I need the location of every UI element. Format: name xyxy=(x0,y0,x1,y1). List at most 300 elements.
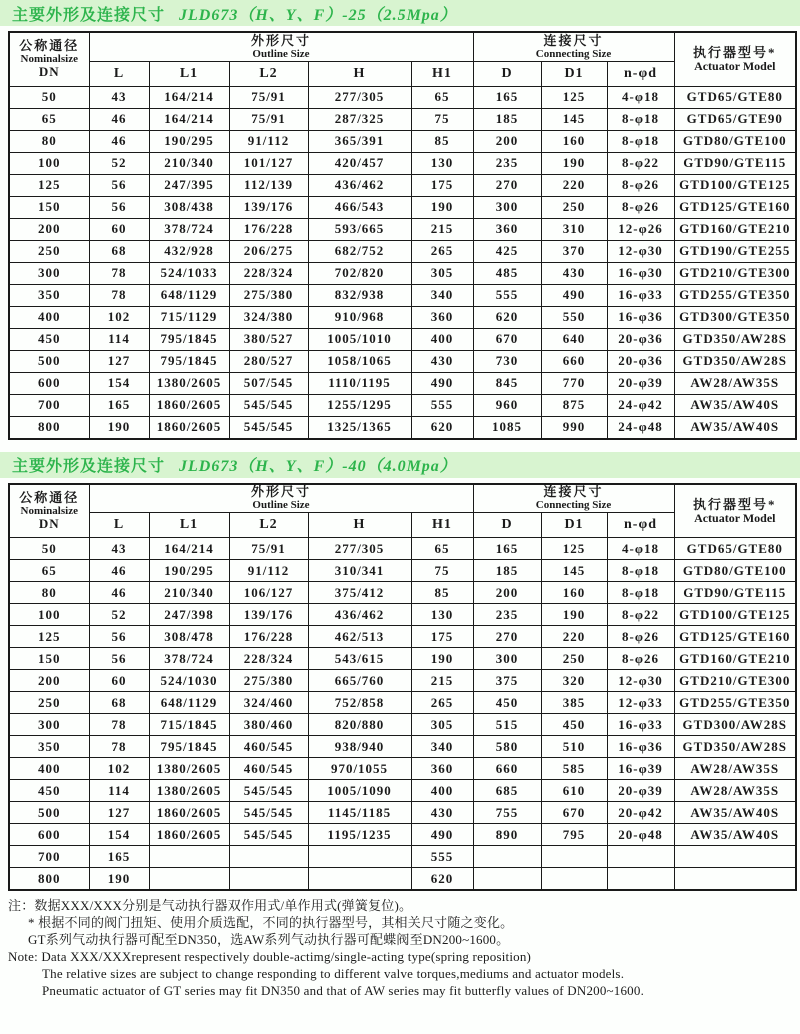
note-en-line1: Note: Data XXX/XXXrepresent respectively double-actimg/single-acting type(spring reposition) xyxy=(8,949,532,964)
cell: 4-φ18 xyxy=(607,538,674,560)
header-col-D: D xyxy=(473,513,541,538)
cell: 593/665 xyxy=(308,218,411,240)
cell: 228/324 xyxy=(229,648,308,670)
cell: 660 xyxy=(541,350,607,372)
cell: 247/398 xyxy=(149,604,229,626)
cell: 378/724 xyxy=(149,218,229,240)
header-nominal-size xyxy=(9,32,89,86)
cell: 78 xyxy=(89,284,149,306)
cell: 8-φ18 xyxy=(607,560,674,582)
cell: 75/91 xyxy=(229,86,308,108)
cell: 60 xyxy=(89,670,149,692)
cell: 46 xyxy=(89,108,149,130)
cell: 164/214 xyxy=(149,108,229,130)
cell: 20-φ39 xyxy=(607,780,674,802)
header-col-H1: H1 xyxy=(411,61,473,86)
cell: 102 xyxy=(89,758,149,780)
cell: 436/462 xyxy=(308,604,411,626)
cell: 432/928 xyxy=(149,240,229,262)
header-outline-en: Outline Size xyxy=(252,499,310,512)
header-connecting-zh: 连接尺寸 xyxy=(543,484,604,500)
cell: 56 xyxy=(89,196,149,218)
cell: 515 xyxy=(473,714,541,736)
cell: 648/1129 xyxy=(149,284,229,306)
cell: 56 xyxy=(89,648,149,670)
cell: 164/214 xyxy=(149,538,229,560)
cell: 190 xyxy=(89,868,149,891)
header-connecting-en: Connecting Size xyxy=(535,47,612,60)
cell: GTD255/GTE350 xyxy=(674,284,796,306)
cell: GTD160/GTE210 xyxy=(674,648,796,670)
table-row xyxy=(9,108,796,130)
cell: 378/724 xyxy=(149,648,229,670)
table-row xyxy=(9,692,796,714)
header-col-L1: L1 xyxy=(149,513,229,538)
table-row xyxy=(9,284,796,306)
cell: 1325/1365 xyxy=(308,416,411,439)
table-row xyxy=(9,86,796,108)
table-row xyxy=(9,262,796,284)
cell: 16-φ33 xyxy=(607,284,674,306)
header-actuator-model xyxy=(674,484,796,538)
cell: 380/527 xyxy=(229,328,308,350)
cell: 8-φ26 xyxy=(607,174,674,196)
cell: 277/305 xyxy=(308,538,411,560)
cell: AW35/AW40S xyxy=(674,394,796,416)
cell: GTD210/GTE300 xyxy=(674,670,796,692)
cell: 139/176 xyxy=(229,604,308,626)
table-row xyxy=(9,780,796,802)
cell: 200 xyxy=(473,130,541,152)
cell: 450 xyxy=(9,780,89,802)
cell: 190 xyxy=(541,604,607,626)
cell: 670 xyxy=(541,802,607,824)
cell: 176/228 xyxy=(229,626,308,648)
cell: 510 xyxy=(541,736,607,758)
cell: 8-φ18 xyxy=(607,582,674,604)
cell: 320 xyxy=(541,670,607,692)
cell: 770 xyxy=(541,372,607,394)
cell: 730 xyxy=(473,350,541,372)
cell: 250 xyxy=(541,196,607,218)
note-zh-line2: * 根据不同的阀门扭矩、使用介质选配，不同的执行器型号，其相关尺寸随之变化。 xyxy=(28,915,514,930)
cell: 715/1845 xyxy=(149,714,229,736)
cell: 50 xyxy=(9,86,89,108)
cell: 46 xyxy=(89,560,149,582)
cell: 270 xyxy=(473,174,541,196)
cell xyxy=(607,868,674,891)
cell: 648/1129 xyxy=(149,692,229,714)
cell: 60 xyxy=(89,218,149,240)
cell: 545/545 xyxy=(229,394,308,416)
cell: 620 xyxy=(411,416,473,439)
cell: 280/527 xyxy=(229,350,308,372)
cell: 165 xyxy=(89,846,149,868)
header-nominal-en: Nominalsize xyxy=(20,504,78,517)
cell: 106/127 xyxy=(229,582,308,604)
cell: 65 xyxy=(9,108,89,130)
cell: 385 xyxy=(541,692,607,714)
table-row xyxy=(9,218,796,240)
table-row xyxy=(9,328,796,350)
table-row xyxy=(9,670,796,692)
cell: 490 xyxy=(411,372,473,394)
cell: 795/1845 xyxy=(149,350,229,372)
cell: 16-φ39 xyxy=(607,758,674,780)
cell: GTD125/GTE160 xyxy=(674,196,796,218)
cell: 545/545 xyxy=(229,780,308,802)
cell: 8-φ26 xyxy=(607,626,674,648)
dimension-table-4_0mpa xyxy=(8,483,797,892)
cell: 154 xyxy=(89,824,149,846)
cell: GTD100/GTE125 xyxy=(674,174,796,196)
cell: 370 xyxy=(541,240,607,262)
cell: 308/478 xyxy=(149,626,229,648)
cell: 190 xyxy=(89,416,149,439)
cell: 545/545 xyxy=(229,802,308,824)
cell: 247/395 xyxy=(149,174,229,196)
header-nominal-size xyxy=(9,484,89,538)
cell: 176/228 xyxy=(229,218,308,240)
header-nominal-dn: DN xyxy=(38,515,60,531)
header-connecting-zh: 连接尺寸 xyxy=(543,32,604,48)
cell: GTD90/GTE115 xyxy=(674,152,796,174)
cell: 130 xyxy=(411,152,473,174)
cell: 450 xyxy=(541,714,607,736)
cell: 8-φ18 xyxy=(607,130,674,152)
table-row xyxy=(9,306,796,328)
cell: 485 xyxy=(473,262,541,284)
cell: 200 xyxy=(9,670,89,692)
cell: 543/615 xyxy=(308,648,411,670)
cell: 275/380 xyxy=(229,284,308,306)
cell: 1860/2605 xyxy=(149,416,229,439)
cell: 175 xyxy=(411,174,473,196)
cell: 250 xyxy=(9,692,89,714)
cell: 20-φ39 xyxy=(607,372,674,394)
note-zh-line1: 注：数据XXX/XXX分别是气动执行器双作用式/单作用式(弹簧复位)。 xyxy=(8,898,413,913)
cell: 68 xyxy=(89,692,149,714)
cell: 160 xyxy=(541,130,607,152)
cell: GTD350/AW28S xyxy=(674,736,796,758)
cell: 1145/1185 xyxy=(308,802,411,824)
table-row xyxy=(9,802,796,824)
cell: 400 xyxy=(9,758,89,780)
cell xyxy=(473,846,541,868)
cell: GTD80/GTE100 xyxy=(674,130,796,152)
cell: 795/1845 xyxy=(149,736,229,758)
cell xyxy=(149,868,229,891)
cell: 990 xyxy=(541,416,607,439)
cell: 300 xyxy=(9,262,89,284)
cell: 78 xyxy=(89,262,149,284)
cell: 56 xyxy=(89,626,149,648)
cell: 702/820 xyxy=(308,262,411,284)
cell: 24-φ42 xyxy=(607,394,674,416)
cell: 960 xyxy=(473,394,541,416)
cell: 425 xyxy=(473,240,541,262)
header-outline-size xyxy=(89,32,473,61)
cell: 165 xyxy=(473,86,541,108)
cell: 16-φ30 xyxy=(607,262,674,284)
header-actuator-zh: 执行器型号* xyxy=(693,45,777,61)
cell: 360 xyxy=(473,218,541,240)
header-actuator-en: Actuator Model xyxy=(694,510,776,525)
cell: 145 xyxy=(541,108,607,130)
cell: 460/545 xyxy=(229,758,308,780)
table-row xyxy=(9,394,796,416)
cell: 640 xyxy=(541,328,607,350)
cell: 466/543 xyxy=(308,196,411,218)
cell: 620 xyxy=(473,306,541,328)
cell: AW28/AW35S xyxy=(674,758,796,780)
cell: 500 xyxy=(9,350,89,372)
cell: 275/380 xyxy=(229,670,308,692)
cell: 682/752 xyxy=(308,240,411,262)
cell: 545/545 xyxy=(229,416,308,439)
cell: AW35/AW40S xyxy=(674,416,796,439)
table-row xyxy=(9,174,796,196)
cell: 125 xyxy=(9,174,89,196)
cell: 165 xyxy=(89,394,149,416)
cell: 100 xyxy=(9,152,89,174)
cell: 206/275 xyxy=(229,240,308,262)
cell: 1110/1195 xyxy=(308,372,411,394)
cell: 700 xyxy=(9,394,89,416)
cell: 20-φ42 xyxy=(607,802,674,824)
cell: 91/112 xyxy=(229,130,308,152)
table-row xyxy=(9,152,796,174)
cell: 1085 xyxy=(473,416,541,439)
header-nominal-zh: 公称通径 xyxy=(19,38,80,54)
cell: 350 xyxy=(9,736,89,758)
cell: 20-φ36 xyxy=(607,328,674,350)
cell xyxy=(229,846,308,868)
cell: AW28/AW35S xyxy=(674,780,796,802)
cell xyxy=(308,868,411,891)
header-col-L1: L1 xyxy=(149,61,229,86)
cell: 340 xyxy=(411,736,473,758)
header-col-D: D xyxy=(473,61,541,86)
cell: 75/91 xyxy=(229,108,308,130)
header-col-D1: D1 xyxy=(541,61,607,86)
cell xyxy=(149,846,229,868)
cell: 139/176 xyxy=(229,196,308,218)
cell xyxy=(674,846,796,868)
header-nominal-zh: 公称通径 xyxy=(19,489,80,505)
cell: 4-φ18 xyxy=(607,86,674,108)
cell: AW35/AW40S xyxy=(674,824,796,846)
cell: 910/968 xyxy=(308,306,411,328)
cell: 165 xyxy=(473,538,541,560)
header-col-n-phi-d: n-φd xyxy=(607,513,674,538)
cell: 12-φ30 xyxy=(607,240,674,262)
cell: GTD100/GTE125 xyxy=(674,604,796,626)
header-col-n-phi-d: n-φd xyxy=(607,61,674,86)
cell: 800 xyxy=(9,868,89,891)
cell: 430 xyxy=(541,262,607,284)
cell: 114 xyxy=(89,780,149,802)
cell: 524/1030 xyxy=(149,670,229,692)
header-actuator-model xyxy=(674,32,796,86)
table-row xyxy=(9,560,796,582)
cell: 250 xyxy=(541,648,607,670)
cell: 1380/2605 xyxy=(149,780,229,802)
cell: 85 xyxy=(411,130,473,152)
cell: GTD160/GTE210 xyxy=(674,218,796,240)
cell: 75/91 xyxy=(229,538,308,560)
cell: 190 xyxy=(541,152,607,174)
cell xyxy=(473,868,541,891)
cell: 620 xyxy=(411,868,473,891)
table-row xyxy=(9,824,796,846)
cell: 436/462 xyxy=(308,174,411,196)
cell: 365/391 xyxy=(308,130,411,152)
cell: 300 xyxy=(473,196,541,218)
cell: 8-φ22 xyxy=(607,604,674,626)
cell: 360 xyxy=(411,306,473,328)
section-title-band-40 xyxy=(0,452,800,478)
table-row xyxy=(9,130,796,152)
cell: 185 xyxy=(473,108,541,130)
cell: GTD190/GTE255 xyxy=(674,240,796,262)
cell: 800 xyxy=(9,416,89,439)
table-row xyxy=(9,868,796,891)
cell: 200 xyxy=(473,582,541,604)
cell: 12-φ30 xyxy=(607,670,674,692)
cell: 210/340 xyxy=(149,152,229,174)
note-zh-line3: GT系列气动执行器可配至DN350，选AW系列气动执行器可配蝶阀至DN200~1600。 xyxy=(28,932,510,947)
cell: 500 xyxy=(9,802,89,824)
cell: 175 xyxy=(411,626,473,648)
cell: 160 xyxy=(541,582,607,604)
cell: 46 xyxy=(89,582,149,604)
cell: 585 xyxy=(541,758,607,780)
cell: GTD350/AW28S xyxy=(674,328,796,350)
cell: 795 xyxy=(541,824,607,846)
cell: 462/513 xyxy=(308,626,411,648)
header-col-L: L xyxy=(89,61,149,86)
cell: 43 xyxy=(89,538,149,560)
cell: 65 xyxy=(411,538,473,560)
cell: 450 xyxy=(473,692,541,714)
cell xyxy=(229,868,308,891)
cell: 580 xyxy=(473,736,541,758)
cell: 190 xyxy=(411,196,473,218)
cell: 185 xyxy=(473,560,541,582)
cell: 190/295 xyxy=(149,560,229,582)
cell: 305 xyxy=(411,262,473,284)
cell: 490 xyxy=(411,824,473,846)
cell: 685 xyxy=(473,780,541,802)
header-connecting-size xyxy=(473,484,674,513)
cell: 78 xyxy=(89,736,149,758)
cell: 125 xyxy=(9,626,89,648)
cell: 52 xyxy=(89,604,149,626)
cell: 600 xyxy=(9,824,89,846)
cell: 46 xyxy=(89,130,149,152)
header-actuator-en: Actuator Model xyxy=(694,59,776,74)
cell: 190 xyxy=(411,648,473,670)
cell: 215 xyxy=(411,218,473,240)
cell: 12-φ26 xyxy=(607,218,674,240)
table-row xyxy=(9,648,796,670)
cell: GTD255/GTE350 xyxy=(674,692,796,714)
cell: 1860/2605 xyxy=(149,802,229,824)
cell: 300 xyxy=(9,714,89,736)
cell: 220 xyxy=(541,626,607,648)
note-en-line2: The relative sizes are subject to change responding to different valve torques,mediums and actuator models. xyxy=(42,966,625,981)
cell: 555 xyxy=(411,394,473,416)
header-col-L: L xyxy=(89,513,149,538)
cell: 400 xyxy=(411,780,473,802)
cell: 795/1845 xyxy=(149,328,229,350)
table-row xyxy=(9,604,796,626)
cell: 215 xyxy=(411,670,473,692)
cell: 85 xyxy=(411,582,473,604)
cell: 8-φ22 xyxy=(607,152,674,174)
cell: 75 xyxy=(411,560,473,582)
cell: 80 xyxy=(9,582,89,604)
cell: 12-φ33 xyxy=(607,692,674,714)
cell: GTD350/AW28S xyxy=(674,350,796,372)
table-row xyxy=(9,758,796,780)
cell: 8-φ18 xyxy=(607,108,674,130)
cell: 277/305 xyxy=(308,86,411,108)
cell: 305 xyxy=(411,714,473,736)
cell: 550 xyxy=(541,306,607,328)
cell: 400 xyxy=(9,306,89,328)
cell: 380/460 xyxy=(229,714,308,736)
cell: 490 xyxy=(541,284,607,306)
cell: 91/112 xyxy=(229,560,308,582)
cell: 890 xyxy=(473,824,541,846)
table-row xyxy=(9,626,796,648)
cell: 145 xyxy=(541,560,607,582)
cell: 360 xyxy=(411,758,473,780)
cell: 450 xyxy=(9,328,89,350)
cell: 752/858 xyxy=(308,692,411,714)
cell: 610 xyxy=(541,780,607,802)
cell: 1058/1065 xyxy=(308,350,411,372)
dimension-table-2_5mpa xyxy=(8,31,797,440)
cell: 16-φ36 xyxy=(607,306,674,328)
header-nominal-en: Nominalsize xyxy=(20,53,78,66)
cell: 660 xyxy=(473,758,541,780)
cell: 400 xyxy=(411,328,473,350)
cell: 24-φ48 xyxy=(607,416,674,439)
cell: 80 xyxy=(9,130,89,152)
cell: 56 xyxy=(89,174,149,196)
header-actuator-zh: 执行器型号* xyxy=(693,496,777,512)
cell: 300 xyxy=(473,648,541,670)
cell: 1005/1090 xyxy=(308,780,411,802)
cell: 20-φ36 xyxy=(607,350,674,372)
section-title-zh: 主要外形及连接尺寸 xyxy=(12,6,166,24)
cell: GTD65/GTE90 xyxy=(674,108,796,130)
header-col-D1: D1 xyxy=(541,513,607,538)
cell: 832/938 xyxy=(308,284,411,306)
cell: 112/139 xyxy=(229,174,308,196)
cell: 265 xyxy=(411,692,473,714)
cell: 845 xyxy=(473,372,541,394)
note-en-line3: Pneumatic actuator of GT series may fit DN350 and that of AW series may fit butterfly values of DN200~1600. xyxy=(42,983,645,998)
cell: 150 xyxy=(9,196,89,218)
cell: 200 xyxy=(9,218,89,240)
header-outline-zh: 外形尺寸 xyxy=(250,484,311,500)
cell: 43 xyxy=(89,86,149,108)
cell: 130 xyxy=(411,604,473,626)
